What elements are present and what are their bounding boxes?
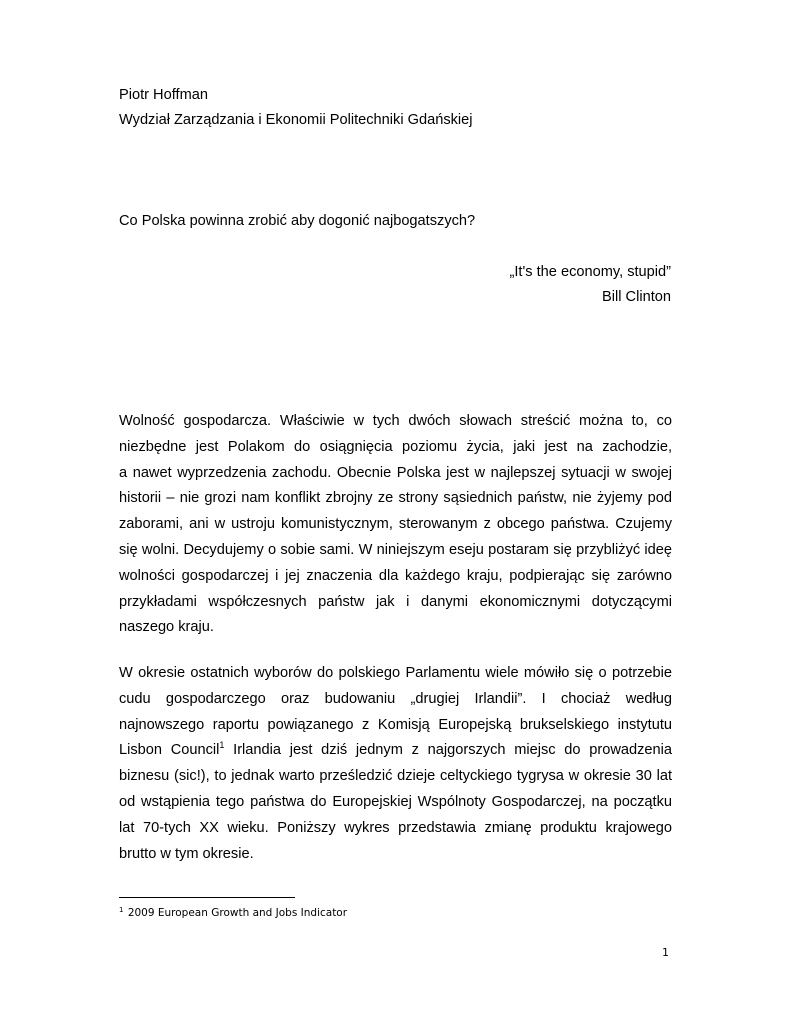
paragraph-line: cudu gospodarczego oraz budowaniu „drugiej Irlandii”. I chociaż według <box>119 690 672 707</box>
paragraph-line: najnowszego raportu powiązanego z Komisją Europejską brukselskiego instytutu <box>119 716 672 733</box>
paragraph-line: niezbędne jest Polakom do osiągnięcia poziomu życia, jaki jest na zachodzie, <box>119 438 672 455</box>
essay-title: Co Polska powinna zrobić aby dogonić najbogatszych? <box>119 213 476 229</box>
paragraph-2 <box>119 661 672 867</box>
paragraph-line: od wstąpienia tego państwa do Europejskiej Wspólnoty Gospodarczej, na początku <box>119 793 672 810</box>
paragraph-1 <box>119 409 672 641</box>
epigraph-quote: „It's the economy, stupid” <box>509 264 671 280</box>
paragraph-text: Irlandia jest dziś jednym z najgorszych miejsc do prowadzenia <box>224 742 672 759</box>
footnote-number: 1 <box>119 905 124 914</box>
footnote-reference[interactable]: 1 <box>219 740 225 751</box>
epigraph-attribution: Bill Clinton <box>602 289 671 305</box>
paragraph-line-with-footnote <box>119 738 672 764</box>
paragraph-line: W okresie ostatnich wyborów do polskiego Parlamentu wiele mówiło się o potrzebie <box>119 665 672 681</box>
paragraph-line: zaborami, ani w ustroju komunistycznym, sterowanym z obcego państwa. Czujemy <box>119 516 672 533</box>
paragraph-line: Wolność gospodarcza. Właściwie w tych dwóch słowach streścić można to, co <box>119 413 672 429</box>
paragraph-line: biznesu (sic!), to jednak warto prześledzić dzieje celtyckiego tygrysa w okresie 30 lat <box>119 768 672 785</box>
paragraph-line: a nawet wyprzedzenia zachodu. Obecnie Polska jest w najlepszej sytuacji w swojej <box>119 464 672 481</box>
paragraph-line: naszego kraju. <box>119 619 214 636</box>
paragraph-line: lat 70-tych XX wieku. Poniższy wykres przedstawia zmianę produktu krajowego <box>119 819 672 836</box>
paragraph-line: brutto w tym okresie. <box>119 845 254 862</box>
paragraph-text: Lisbon Council <box>119 742 220 759</box>
footnote <box>119 906 347 920</box>
footnote-separator <box>119 897 295 898</box>
paragraph-line: się wolni. Decydujemy o sobie sami. W niniejszym eseju postaram się przybliżyć ideę <box>119 541 672 558</box>
page-number: 1 <box>662 946 669 959</box>
author-affiliation: Wydział Zarządzania i Ekonomii Politechniki Gdańskiej <box>119 112 473 128</box>
paragraph-line: wolności gospodarczej i jej znaczenia dla każdego kraju, podpierając się zarówno <box>119 567 672 584</box>
paragraph-line: przykładami współczesnych państw jak i danymi ekonomicznymi dotyczącymi <box>119 593 672 610</box>
author-name: Piotr Hoffman <box>119 87 208 103</box>
paragraph-line: historii – nie grozi nam konflikt zbrojny ze strony sąsiednich państw, nie żyjemy pod <box>119 490 672 507</box>
footnote-text: 2009 European Growth and Jobs Indicator <box>127 907 348 919</box>
